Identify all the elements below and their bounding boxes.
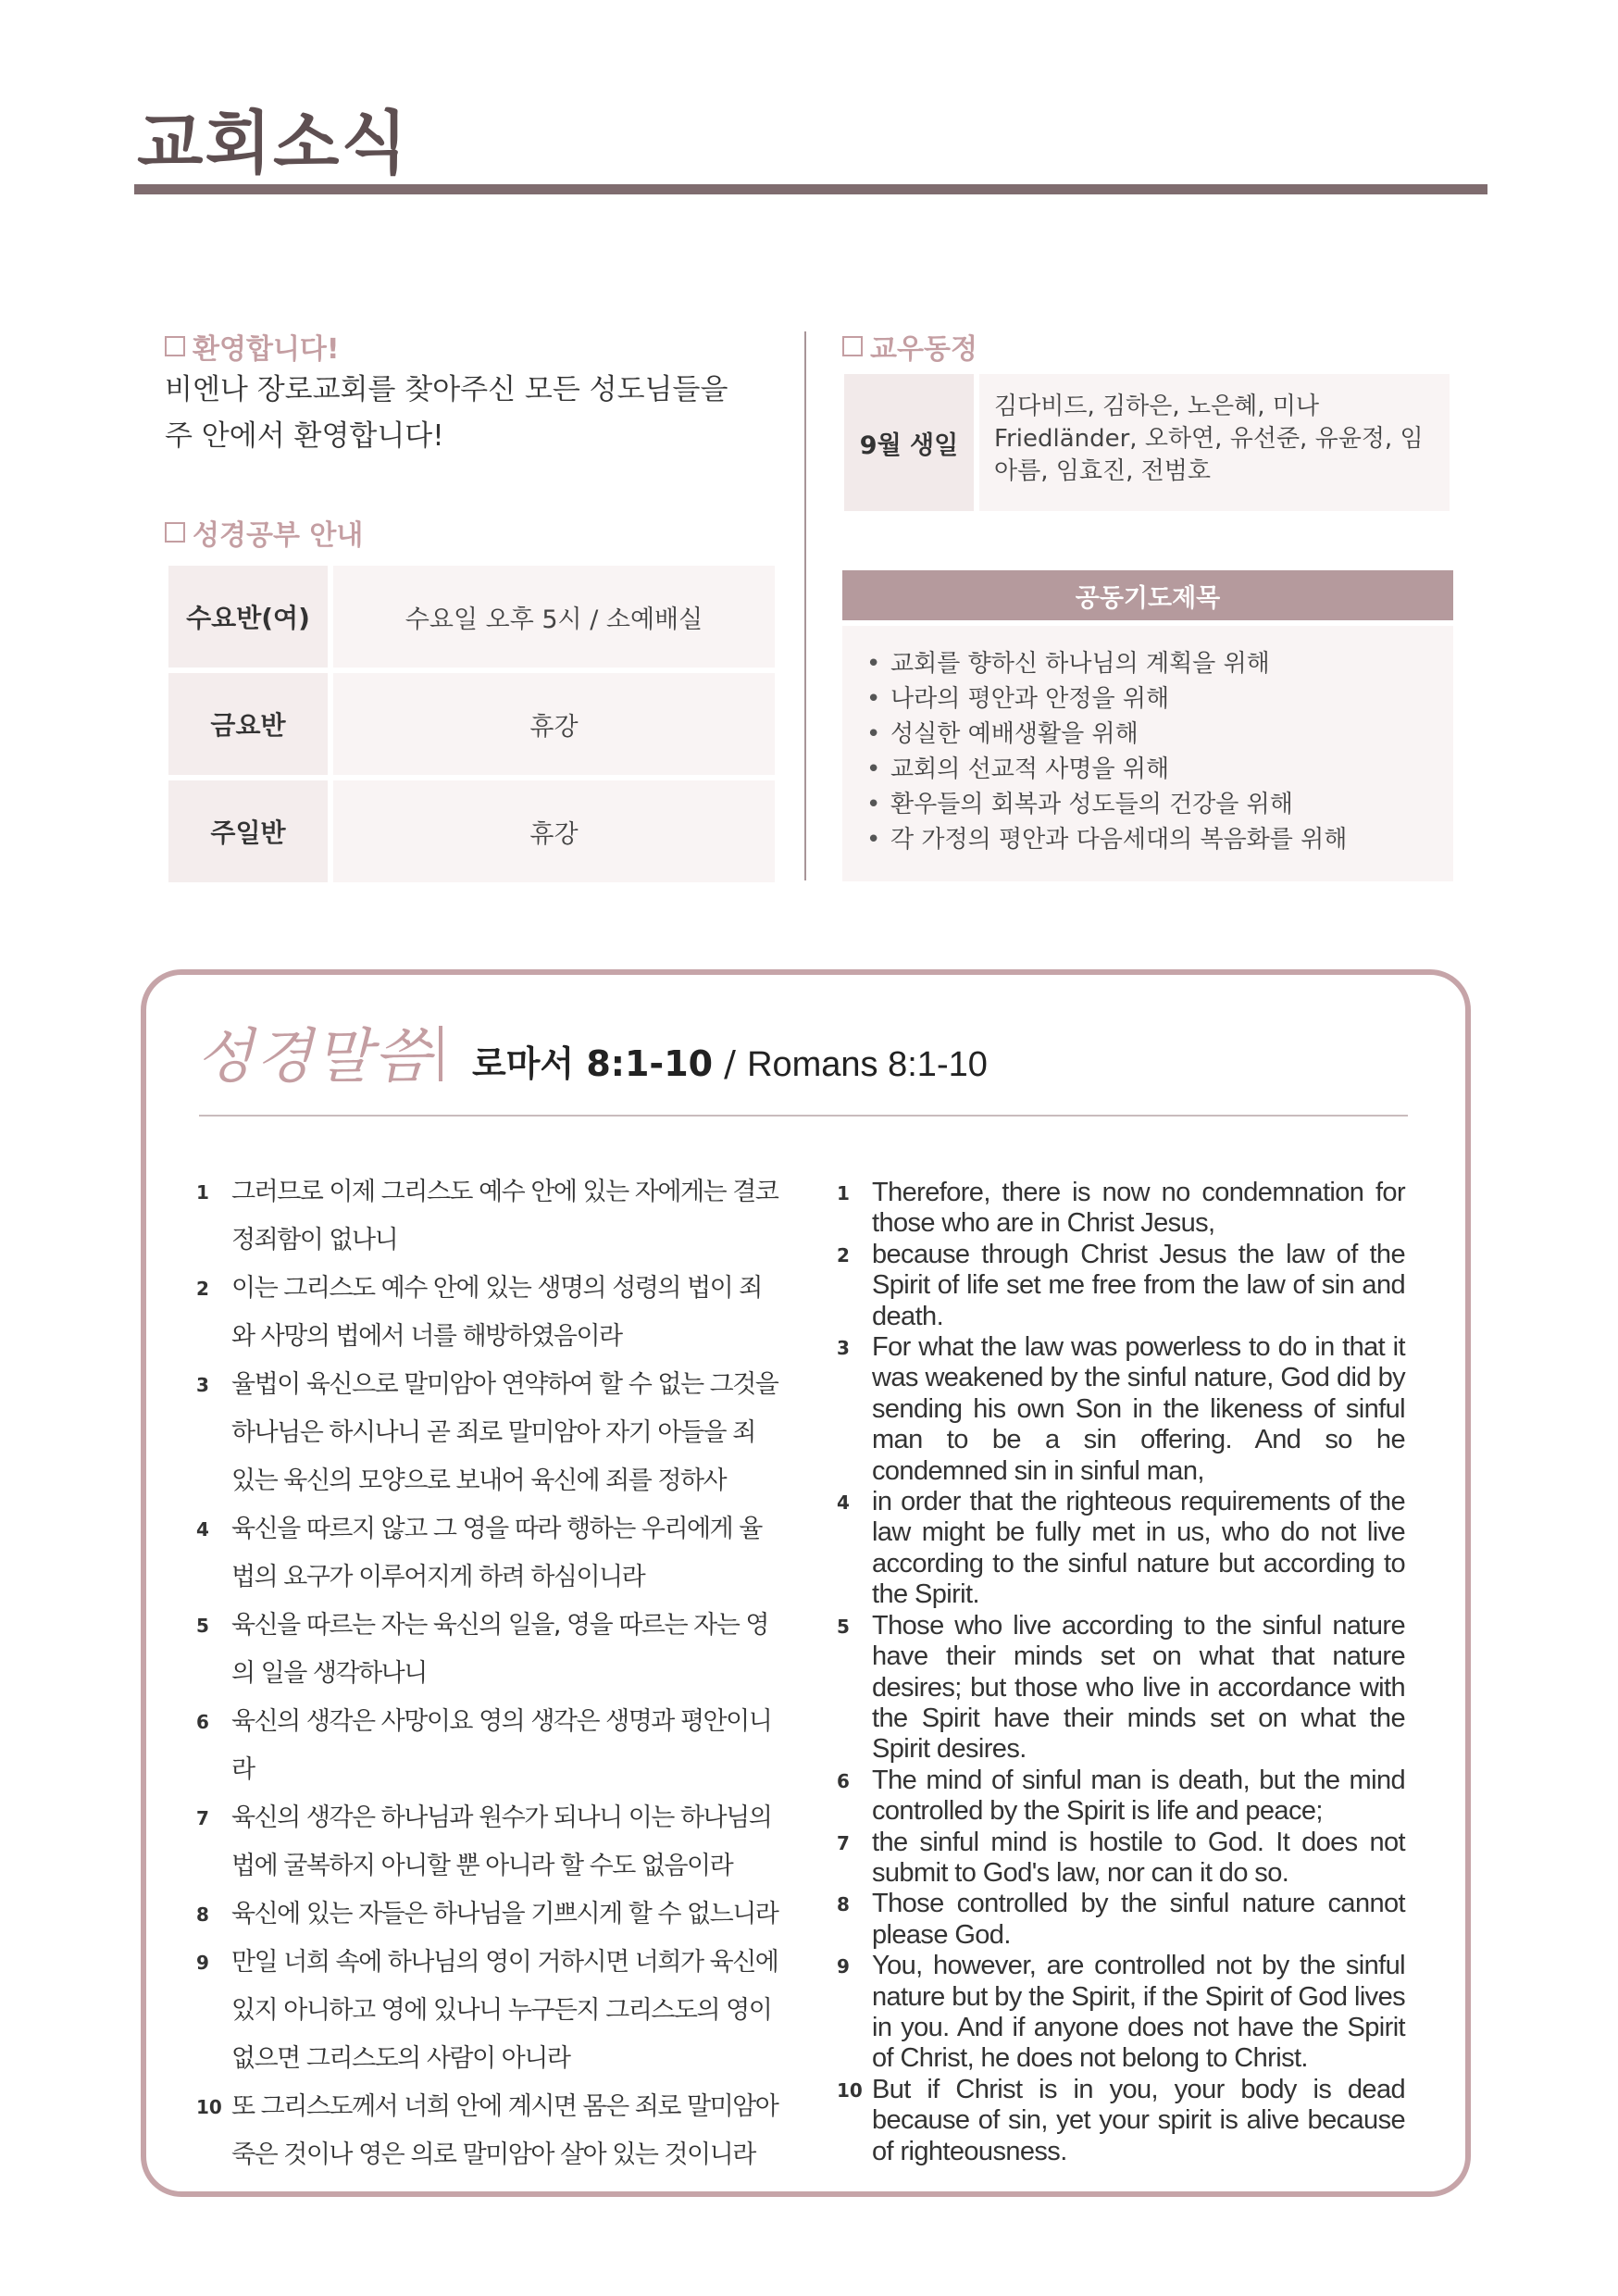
- verse-number: 1: [196, 1181, 209, 1204]
- verse-text: 육신을 따르는 자는 육신의 일을, 영을 따르는 자는 영의 일을 생각하나니: [231, 1611, 768, 1688]
- birthday-box: [844, 374, 1450, 511]
- english-verse: [837, 1332, 1405, 1487]
- verse-number: 9: [196, 1952, 209, 1974]
- verse-text: 이는 그리스도 예수 안에 있는 생명의 성령의 법이 죄와 사망의 법에서 너를 해방하였음이라: [231, 1274, 762, 1351]
- passage-ref-separator: /: [713, 1043, 748, 1084]
- verse-text: Those who live according to the sinful nature have their minds set on what that nature desires; but those who live in accordance with the Spirit have their minds set on what the Spirit desires.: [872, 1610, 1405, 1765]
- verse-number: 3: [837, 1337, 850, 1360]
- english-verse: [837, 2075, 1405, 2167]
- verse-text: Those controlled by the sinful nature cannot please God.: [872, 1889, 1405, 1950]
- member-news-heading: [842, 326, 977, 367]
- verse-text: For what the law was powerless to do in that it was weakened by the sinful nature, God did by sending his own Son in the likeness of sinful man to be a sin offering. And so he condemned sin in sinful man,: [872, 1332, 1405, 1486]
- verse-number: 4: [837, 1491, 850, 1515]
- page-title: 교회소식: [137, 104, 409, 183]
- verse-text: 육신을 따르지 않고 그 영을 따라 행하는 우리에게 율법의 요구가 이루어지게 하려 하심이니라: [231, 1515, 762, 1591]
- verse-number: 4: [196, 1518, 209, 1541]
- verse-number: 8: [837, 1893, 850, 1916]
- checkbox-icon: [165, 522, 185, 543]
- verse-text: in order that the righteous requirements of the law might be fully met in us, who do not live according to the sinful nature but according to the Spirit.: [872, 1487, 1405, 1610]
- prayer-item: • 각 가정의 평안과 다음세대의 복음화를 위해: [863, 822, 1435, 857]
- korean-verse: [196, 1698, 779, 1794]
- prayer-list: [863, 646, 1435, 857]
- prayer-item: • 환우들의 회복과 성도들의 건강을 위해: [863, 787, 1435, 822]
- verse-number: 6: [196, 1711, 209, 1733]
- verse-text: 육신에 있는 자들은 하나님을 기쁘시게 할 수 없느니라: [231, 1900, 778, 1928]
- welcome-heading: [165, 326, 340, 367]
- verse-number: 2: [837, 1243, 850, 1267]
- verse-text: 만일 너희 속에 하나님의 영이 거하시면 너희가 육신에 있지 아니하고 영에 있나니 누구든지 그리스도의 영이 없으면 그리스도의 사람이 아니라: [231, 1948, 778, 2073]
- korean-verse: [196, 1794, 779, 1890]
- prayer-item: • 나라의 평안과 안정을 위해: [863, 681, 1435, 717]
- title-rule: [134, 184, 1487, 194]
- verse-number: 7: [196, 1807, 209, 1829]
- verse-text: You, however, are controlled not by the sinful nature but by the Spirit, if the Spirit of God lives in you. And if anyone does not have the Spirit of Christ, he does not belong to Christ.: [872, 1951, 1405, 2074]
- checkbox-icon: [165, 336, 185, 356]
- english-verse: [837, 1766, 1405, 1828]
- study-info: 휴강: [328, 673, 775, 775]
- verse-number: 3: [196, 1374, 209, 1396]
- english-verse: [837, 1178, 1405, 1240]
- verse-text: 그러므로 이제 그리스도 예수 안에 있는 자에게는 결코 정죄함이 없나니: [231, 1178, 778, 1254]
- korean-verse: [196, 1361, 779, 1505]
- prayer-title: 공동기도제목: [842, 570, 1453, 620]
- study-day: 주일반: [168, 780, 328, 882]
- birthday-names: 김다비드, 김하은, 노은혜, 미나 Friedländer, 오하연, 유선준, 유윤정, 임아름, 임효진, 전범호: [979, 374, 1450, 511]
- korean-verses: [196, 1168, 779, 2179]
- logo-divider: [439, 1026, 442, 1081]
- verse-text: because through Christ Jesus the law of the Spirit of life set me free from the law of sin and death.: [872, 1239, 1405, 1331]
- english-verse: [837, 1611, 1405, 1766]
- verse-text: 또 그리스도께서 너희 안에 계시면 몸은 죄로 말미암아 죽은 것이나 영은 의로 말미암아 살아 있는 것이니라: [231, 2092, 778, 2169]
- english-verse: [837, 1828, 1405, 1890]
- english-verse: [837, 1487, 1405, 1611]
- english-verse: [837, 1889, 1405, 1951]
- birthday-label: 9월 생일: [844, 374, 974, 511]
- verse-text: 율법이 육신으로 말미암아 연약하여 할 수 없는 그것을 하나님은 하시나니 곧 죄로 말미암아 자기 아들을 죄 있는 육신의 모양으로 보내어 육신에 죄를 정하사: [231, 1370, 778, 1495]
- verse-number: 10: [837, 2078, 863, 2102]
- verse-text: Therefore, there is now no condemnation for those who are in Christ Jesus,: [872, 1178, 1405, 1239]
- study-info: 휴강: [328, 780, 775, 882]
- verse-number: 2: [196, 1278, 209, 1300]
- welcome-heading-text: 환영합니다!: [193, 333, 340, 366]
- verse-text: 육신의 생각은 사망이요 영의 생각은 생명과 평안이니라: [231, 1707, 772, 1784]
- verse-text: 육신의 생각은 하나님과 원수가 되나니 이는 하나님의 법에 굴복하지 아니할 뿐 아니라 할 수도 없음이라: [231, 1803, 772, 1880]
- member-news-heading-text: 교우동정: [870, 333, 977, 366]
- column-divider: [804, 331, 806, 880]
- verse-number: 6: [837, 1769, 850, 1792]
- verse-number: 5: [196, 1615, 209, 1637]
- checkbox-icon: [842, 336, 863, 356]
- korean-verse: [196, 2083, 779, 2179]
- passage-ref-korean: 로마서 8:1-10: [472, 1043, 714, 1084]
- english-verses: [837, 1178, 1405, 2167]
- prayer-item: • 교회의 선교적 사명을 위해: [863, 752, 1435, 787]
- verse-number: 9: [837, 1955, 850, 1978]
- verse-text: But if Christ is in you, your body is dead because of sin, yet your spirit is alive because of righteousness.: [872, 2074, 1405, 2166]
- study-info: 수요일 오후 5시 / 소예배실: [328, 566, 775, 668]
- korean-verse: [196, 1168, 779, 1265]
- english-verse: [837, 1951, 1405, 2075]
- verse-number: 8: [196, 1903, 209, 1926]
- prayer-item: • 성실한 예배생활을 위해: [863, 717, 1435, 752]
- verse-number: 1: [837, 1182, 850, 1204]
- korean-verse: [196, 1505, 779, 1602]
- welcome-text: 비엔나 장로교회를 찾아주신 모든 성도님들을 주 안에서 환영합니다!: [165, 373, 728, 453]
- scripture-logo: 성경말씀: [196, 1023, 433, 1092]
- scripture-rule: [199, 1115, 1408, 1117]
- study-row: [168, 673, 775, 775]
- korean-verse: [196, 1265, 779, 1361]
- prayer-item: • 교회를 향하신 하나님의 계획을 위해: [863, 646, 1435, 681]
- bible-study-heading-text: 성경공부 안내: [193, 519, 364, 552]
- passage-reference: [472, 1035, 988, 1086]
- english-verse: [837, 1240, 1405, 1332]
- bible-study-table: [168, 560, 775, 888]
- prayer-box: [842, 626, 1453, 881]
- verse-number: 5: [837, 1615, 850, 1638]
- bible-study-heading: [165, 512, 363, 553]
- korean-verse: [196, 1602, 779, 1698]
- study-row: [168, 780, 775, 882]
- korean-verse: [196, 1890, 779, 1939]
- verse-number: 7: [837, 1831, 850, 1854]
- study-row: [168, 566, 775, 668]
- verse-number: 10: [196, 2096, 222, 2118]
- verse-text: the sinful mind is hostile to God. It does not submit to God's law, nor can it do so.: [872, 1827, 1405, 1888]
- study-day: 금요반: [168, 673, 328, 775]
- study-day: 수요반(여): [168, 566, 328, 668]
- passage-ref-english: Romans 8:1-10: [747, 1045, 988, 1084]
- verse-text: The mind of sinful man is death, but the mind controlled by the Spirit is life and peace;: [872, 1765, 1405, 1827]
- korean-verse: [196, 1939, 779, 2083]
